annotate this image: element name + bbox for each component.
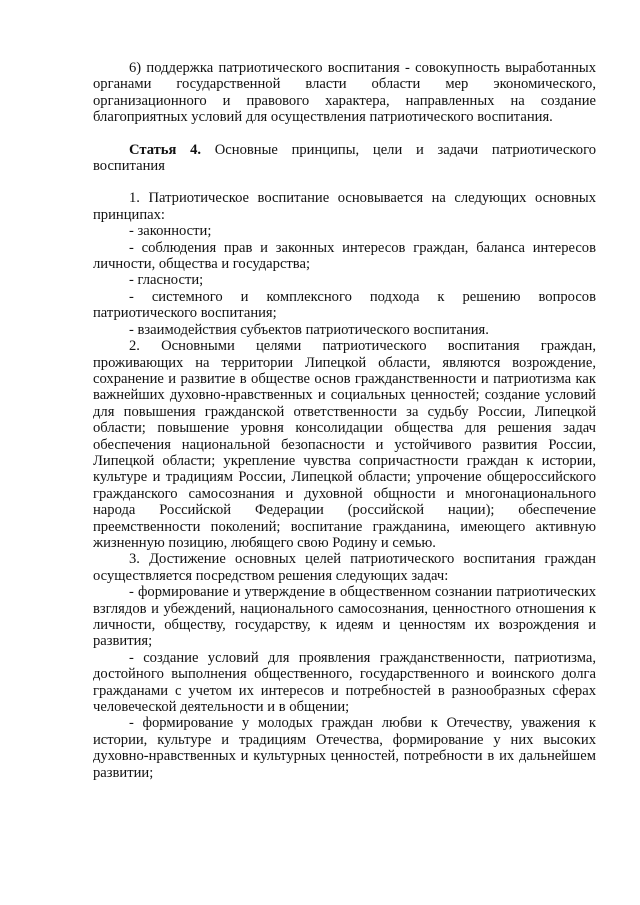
article-heading	[93, 142, 596, 175]
document-page	[93, 60, 596, 781]
principle-item: - соблюдения прав и законных интересов граждан, баланса интересов личности, общества и государства;	[93, 239, 596, 273]
point-1-intro: 1. Патриотическое воспитание основывается на следующих основных принципах:	[93, 190, 596, 223]
point-3-intro: 3. Достижение основных целей патриотического воспитания граждан осуществляется посредством решения следующих задач:	[93, 551, 596, 584]
principle-item: - гласности;	[129, 272, 204, 289]
task-item: - создание условий для проявления гражданственности, патриотизма, достойного выполнения общественного, государственного и воинского долга гражданами с учетом их интересов и потребностей в разнообразных сферах человеческой деятельности и в общении;	[93, 649, 596, 716]
task-item: - формирование у молодых граждан любви к Отечеству, уважения к истории, культуре и традициям Отечества, формирование у них высоких духовно-нравственных и культурных ценностей, потребности в их дальнейшем развитии;	[93, 715, 596, 781]
task-item: - формирование и утверждение в общественном сознании патриотических взглядов и убеждений, национального самосознания, ценностного отношения к личности, обществу, государству, к идеям и ценностям их возрождения и развития;	[93, 584, 596, 650]
spacer	[93, 126, 596, 142]
principle-item: - системного и комплексного подхода к решению вопросов патриотического воспитания;	[93, 288, 596, 322]
article-title: Основные принципы, цели и задачи патриотического воспитания	[93, 141, 596, 175]
article-label: Статья 4.	[129, 141, 202, 158]
paragraph-6: 6) поддержка патриотического воспитания - совокупность выработанных органами государственной власти области мер экономического, организационного и правового характера, направленных на создание благоприятных условий для осуществления патриотического воспитания.	[93, 60, 596, 126]
point-2: 2. Основными целями патриотического воспитания граждан, проживающих на территории Липецкой области, являются возрождение, сохранение и развитие в обществе основ гражданственности и патриотизма как важнейших духовно-нравственных и социальных ценностей; создание условий для повышения гражданской ответственности за судьбу России, Липецкой области; повышение уровня консолидации общества для решения задач обеспечения национальной безопасности и устойчивого развития России, Липецкой области; укрепление чувства сопричастности граждан к истории, культуре и традициям России, Липецкой области; упрочение общероссийского гражданского самосознания и духовной общности и многонационального народа Российской Федерации (российской нации); обеспечение преемственности поколений; воспитание гражданина, имеющего активную жизненную позицию, любящего свою Родину и семью.	[93, 338, 596, 551]
principle-item: - взаимодействия субъектов патриотического воспитания.	[129, 321, 489, 338]
spacer	[93, 174, 596, 190]
principle-item: - законности;	[129, 223, 212, 240]
